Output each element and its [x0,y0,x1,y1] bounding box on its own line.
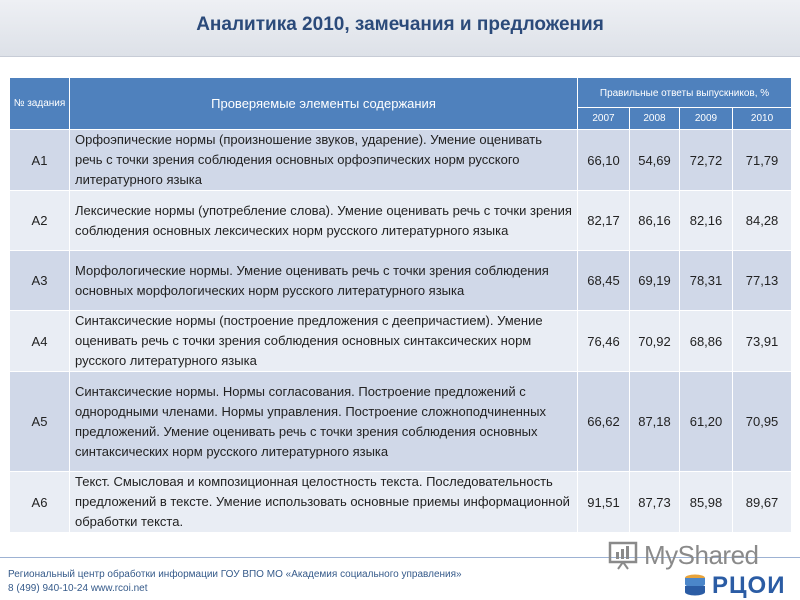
rcoi-wordmark: РЦОИ [712,572,786,599]
value-2010: 89,67 [733,472,792,533]
myshared-logo [608,538,759,572]
value-2010: 73,91 [733,311,792,372]
footer-contacts: 8 (499) 940-10-24 www.rcoi.net [8,583,148,594]
table-row [10,191,792,251]
header-task-number: № задания [10,78,70,130]
value-2007: 66,62 [578,372,630,472]
value-2009: 61,20 [680,372,733,472]
task-description: Синтаксические нормы (построение предложения с деепричастием). Умение оценивать речь с точки зрения соблюдения основных синтаксических норм русского литературного языка [70,311,578,372]
task-description: Лексические нормы (употребление слова). Умение оценивать речь с точки зрения соблюдения основных лексических норм русского литературного языка [70,191,578,251]
task-code: А1 [10,130,70,191]
value-2007: 66,10 [578,130,630,191]
table-row [10,251,792,311]
value-2010: 84,28 [733,191,792,251]
task-code: А4 [10,311,70,372]
header-year: 2010 [733,108,792,130]
value-2007: 91,51 [578,472,630,533]
database-icon [682,573,708,599]
value-2009: 85,98 [680,472,733,533]
task-code: А2 [10,191,70,251]
header-year: 2009 [680,108,733,130]
value-2009: 82,16 [680,191,733,251]
task-description: Орфоэпические нормы (произношение звуков, ударение). Умение оценивать речь с точки зрения соблюдения основных орфоэпических норм русского литературного языка [70,130,578,191]
footer-organization: Региональный центр обработки информации ГОУ ВПО МО «Академия социального управления» [8,569,462,580]
slide-title: Аналитика 2010, замечания и предложения [196,14,604,35]
value-2010: 70,95 [733,372,792,472]
table-row [10,130,792,191]
task-description: Синтаксические нормы. Нормы согласования. Построение предложений с однородными членами. Нормы управления. Построение сложноподчиненных предложений. Умение оценивать речь с точки зрения соблюдения основных синтаксических норм русского литературного языка [70,372,578,472]
title-band [0,0,800,57]
rcoi-logo [682,572,785,600]
table-row [10,372,792,472]
value-2010: 71,79 [733,130,792,191]
header-year: 2007 [578,108,630,130]
value-2008: 69,19 [630,251,680,311]
value-2010: 77,13 [733,251,792,311]
value-2009: 78,31 [680,251,733,311]
value-2008: 87,73 [630,472,680,533]
value-2009: 68,86 [680,311,733,372]
task-code: А5 [10,372,70,472]
header-content-elements: Проверяемые элементы содержания [70,78,578,130]
task-description: Морфологические нормы. Умение оценивать речь с точки зрения соблюдения основных морфологических норм русского литературного языка [70,251,578,311]
value-2008: 87,18 [630,372,680,472]
value-2009: 72,72 [680,130,733,191]
value-2008: 86,16 [630,191,680,251]
table-row [10,311,792,372]
value-2008: 70,92 [630,311,680,372]
myshared-wordmark: MyShared [644,539,759,570]
results-table [9,77,792,533]
value-2007: 68,45 [578,251,630,311]
header-year: 2008 [630,108,680,130]
value-2007: 82,17 [578,191,630,251]
value-2007: 76,46 [578,311,630,372]
task-code: А6 [10,472,70,533]
task-code: А3 [10,251,70,311]
value-2008: 54,69 [630,130,680,191]
task-description: Текст. Смысловая и композиционная целостность текста. Последовательность предложений в тексте. Умение использовать основные приемы информационной обработки текста. [70,472,578,533]
table-row [10,472,792,533]
footer [8,568,462,596]
presentation-icon [608,540,638,570]
header-correct-answers: Правильные ответы выпускников, % [578,78,792,108]
